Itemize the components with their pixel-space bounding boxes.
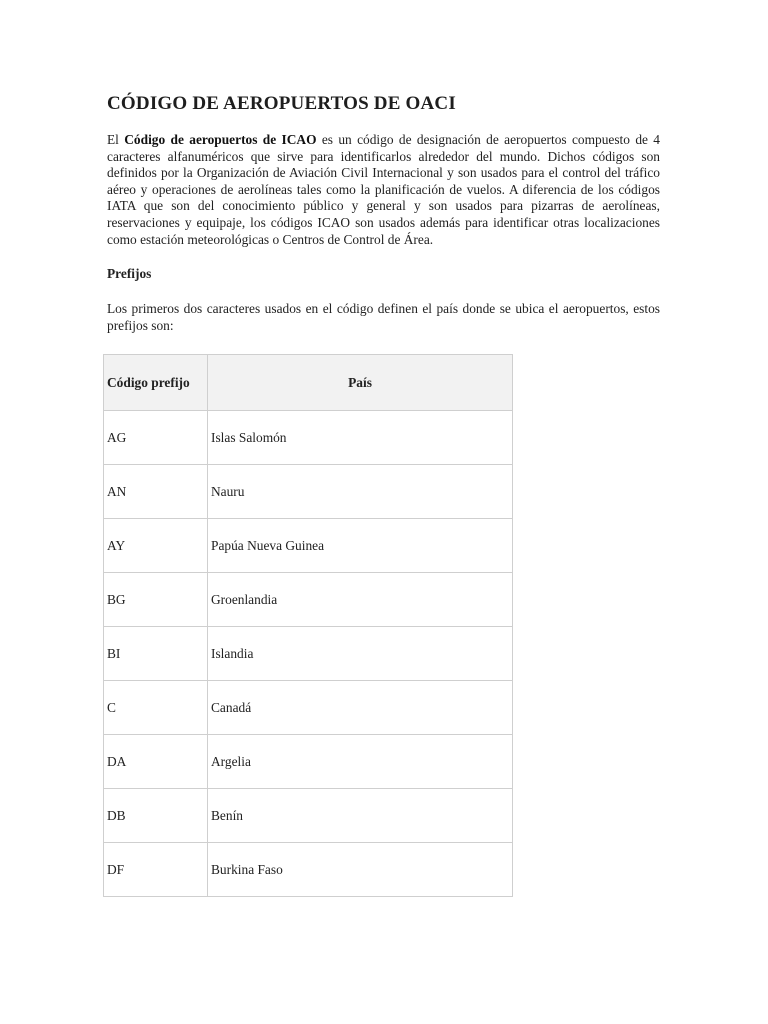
lead-paragraph: Los primeros dos caracteres usados en el código definen el país donde se ubica el aeropuertos, estos prefijos son: <box>107 301 660 333</box>
cell-country: Islas Salomón <box>208 411 513 465</box>
cell-country: Islandia <box>208 627 513 681</box>
cell-code: DA <box>104 735 208 789</box>
intro-rest: es un código de designación de aeropuertos compuesto de 4 caracteres alfanuméricos que sirve para identificarlos alrededor del mundo. Dichos códigos son definidos por la Organización de Aviación Civil Internacional y son usados para el control del tráfico aéreo y operaciones de aerolíneas tales como la planificación de vuelos. A diferencia de los códigos IATA que son del conocimiento público y general y son usados para pizarras de aerolíneas, reservaciones y equipaje, los códigos ICAO son usados además para identificar otras localizaciones como estación meteorológicas o Centros de Control de Área. <box>107 132 661 247</box>
cell-code: AG <box>104 411 208 465</box>
cell-code: DB <box>104 789 208 843</box>
cell-code: AN <box>104 465 208 519</box>
table-row <box>104 735 513 789</box>
cell-code: BG <box>104 573 208 627</box>
intro-bold-term: Código de aeropuertos de ICAO <box>124 132 317 147</box>
cell-code: BI <box>104 627 208 681</box>
cell-country: Argelia <box>208 735 513 789</box>
intro-prefix: El <box>107 132 125 147</box>
table-row <box>104 789 513 843</box>
table-row <box>104 627 513 681</box>
cell-code: AY <box>104 519 208 573</box>
table-row <box>104 519 513 573</box>
prefix-table <box>103 354 513 897</box>
section-heading-prefijos: Prefijos <box>107 266 152 281</box>
table-row <box>104 681 513 735</box>
table-row <box>104 843 513 897</box>
column-header-country: País <box>208 355 513 411</box>
cell-country: Benín <box>208 789 513 843</box>
table-row <box>104 573 513 627</box>
cell-country: Papúa Nueva Guinea <box>208 519 513 573</box>
cell-code: DF <box>104 843 208 897</box>
cell-country: Burkina Faso <box>208 843 513 897</box>
cell-code: C <box>104 681 208 735</box>
column-header-code: Código prefijo <box>104 355 208 411</box>
cell-country: Canadá <box>208 681 513 735</box>
intro-paragraph <box>107 132 660 248</box>
cell-country: Groenlandia <box>208 573 513 627</box>
table-row <box>104 465 513 519</box>
page-title: CÓDIGO DE AEROPUERTOS DE OACI <box>107 93 456 114</box>
cell-country: Nauru <box>208 465 513 519</box>
prefix-table-container <box>103 354 513 897</box>
table-row <box>104 411 513 465</box>
table-header-row <box>104 355 513 411</box>
